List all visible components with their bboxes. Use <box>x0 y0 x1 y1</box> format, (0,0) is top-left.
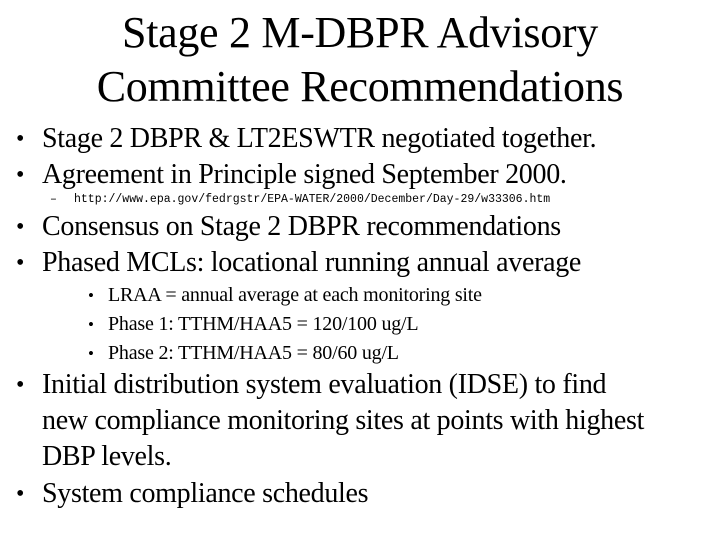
sub-bullet-text: Phase 1: TTHM/HAA5 = 120/100 ug/L <box>108 313 419 335</box>
bullet-icon: • <box>16 481 25 507</box>
bullet-item-schedules <box>16 476 368 512</box>
bullet-text: Agreement in Principle signed September 2000. <box>42 159 567 190</box>
bullet-icon: • <box>88 315 94 334</box>
bullet-icon: • <box>88 344 94 363</box>
bullet-item-consensus <box>16 209 561 245</box>
sub-bullet-phase-2 <box>88 339 399 368</box>
bullet-icon: • <box>16 214 25 240</box>
bullet-text: Consensus on Stage 2 DBPR recommendations <box>42 211 561 242</box>
bullet-item-negotiated <box>16 121 596 157</box>
bullet-text-line-3: DBP levels. <box>42 441 172 472</box>
bullet-item-agreement <box>16 157 567 193</box>
bullet-item-idse <box>16 367 644 475</box>
bullet-text: System compliance schedules <box>42 478 369 509</box>
slide-title-line-1: Stage 2 M-DBPR Advisory <box>122 8 598 57</box>
url-link[interactable]: http://www.epa.gov/fedrgstr/EPA-WATER/2000/December/Day-29/w33306.htm <box>74 193 551 206</box>
dash-icon: – <box>50 193 57 206</box>
sub-bullet-text: Phase 2: TTHM/HAA5 = 80/60 ug/L <box>108 342 399 364</box>
bullet-text-line-1: Initial distribution system evaluation (IDSE) to find <box>42 369 607 400</box>
bullet-text-line-2: new compliance monitoring sites at points with highest <box>42 405 645 436</box>
bullet-text: Stage 2 DBPR & LT2ESWTR negotiated together. <box>42 123 597 154</box>
slide-title <box>0 6 720 114</box>
bullet-icon: • <box>16 162 25 188</box>
bullet-icon: • <box>16 250 25 276</box>
bullet-text: Phased MCLs: locational running annual average <box>42 247 582 278</box>
url-reference <box>50 192 550 208</box>
sub-bullet-phase-1 <box>88 310 418 339</box>
bullet-icon: • <box>88 286 94 305</box>
bullet-item-phased-mcls <box>16 245 581 281</box>
bullet-icon: • <box>16 372 25 398</box>
sub-bullet-lraa <box>88 281 482 310</box>
bullet-icon: • <box>16 126 25 152</box>
slide-title-line-2: Committee Recommendations <box>96 62 624 111</box>
sub-bullet-text: LRAA = annual average at each monitoring site <box>108 284 482 306</box>
